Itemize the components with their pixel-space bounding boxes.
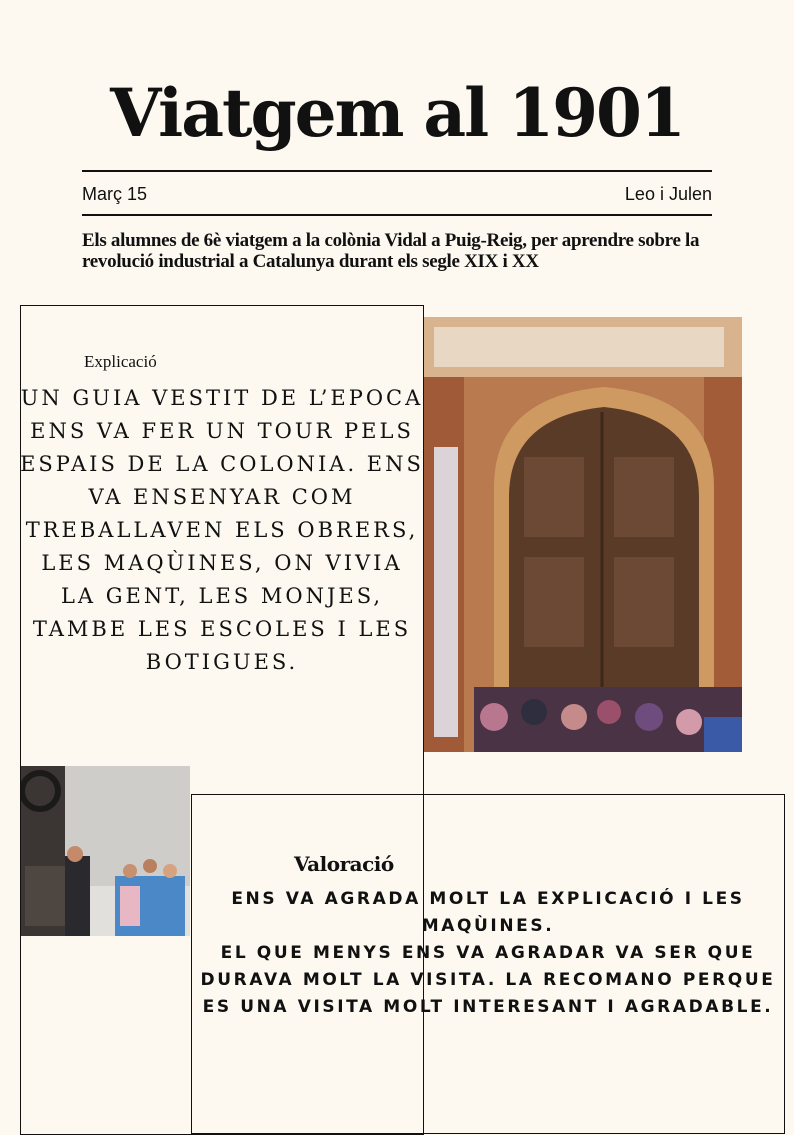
page-title: Viatgem al 1901 <box>110 74 684 152</box>
header-rule-top <box>82 170 712 172</box>
authors: Leo i Julen <box>624 184 712 204</box>
explanation-text: UN GUIA VESTIT DE L’EPOCA ENS VA FER UN TOUR PELS ESPAIS DE LA COLONIA. ENS VA ENSENYAR COM TREBALLAVEN ELS OBRERS, LES MAQÙINES, ON VIVIA LA GENT, LES MONJES, TAMBE LES ESCOLES I LES BOTIGUES. <box>20 386 424 674</box>
header-rule-bottom <box>82 214 712 216</box>
door-photo <box>424 317 742 752</box>
explanation-label: Explicació <box>84 352 157 371</box>
review-paragraph: ENS VA AGRADA MOLT LA EXPLICACIÓ I LES MAQÙINES. <box>231 889 745 936</box>
review-paragraph: EL QUE MENYS ENS VA AGRADAR VA SER QUE DURAVA MOLT LA VISITA. LA RECOMANO PERQUE ES UNA VISITA MOLT INTERESANT I AGRADABLE. <box>200 943 776 1017</box>
date: Març 15 <box>82 184 148 204</box>
lead-paragraph: Els alumnes de 6è viatgem a la colònia Vidal a Puig-Reig, per aprendre sobre la revolució industrial a Catalunya durant els segle XIX i XX <box>82 230 700 272</box>
review-text <box>196 886 780 1021</box>
review-label: Valoració <box>294 852 394 876</box>
